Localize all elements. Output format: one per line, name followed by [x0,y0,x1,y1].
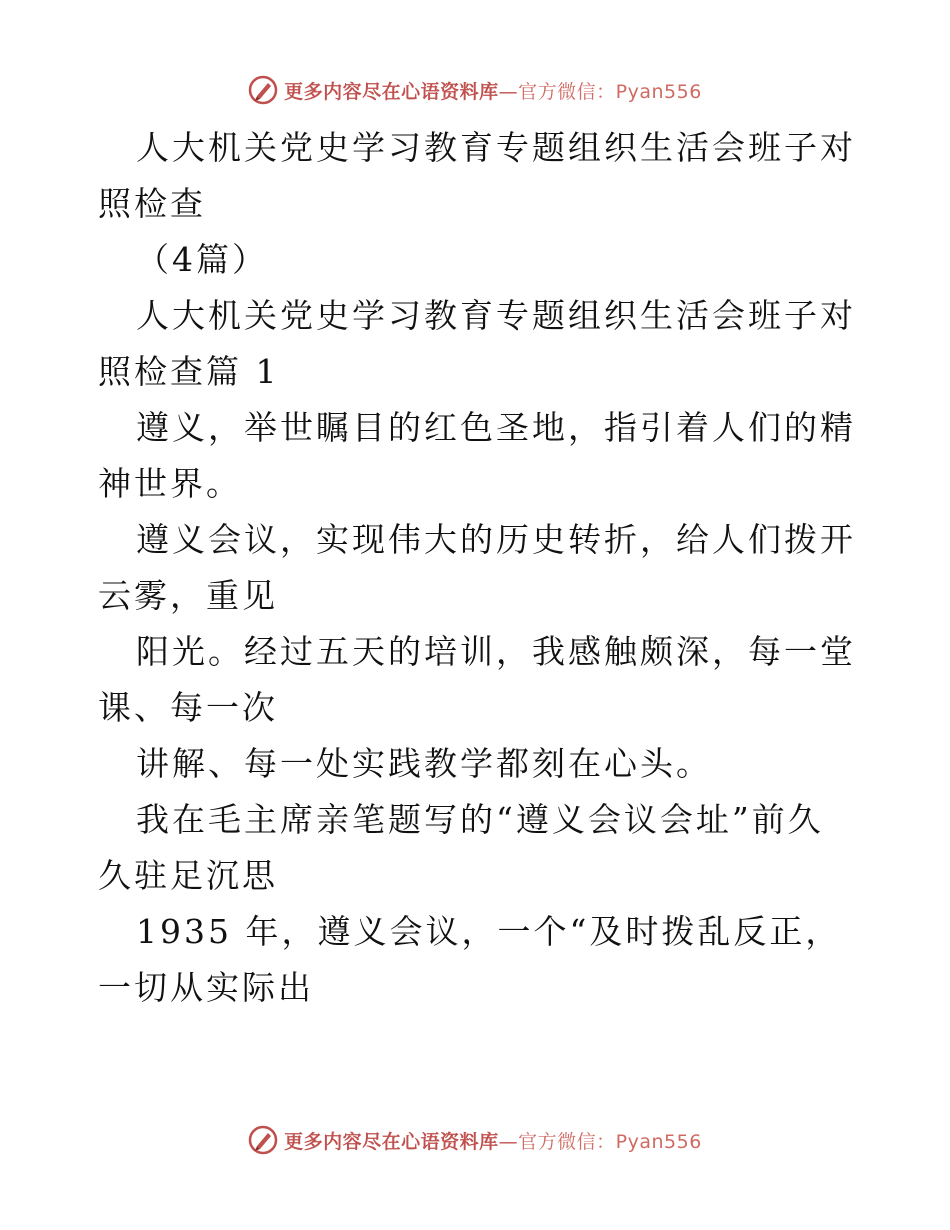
footer-banner-text [284,1127,702,1154]
footer-banner-separator: — [498,1130,519,1153]
header-banner-main: 更多内容尽在心语资料库 [284,80,499,103]
header-banner-separator: — [498,80,519,103]
pen-logo-icon [248,1125,278,1155]
footer-banner-wechat: 官方微信：Pyan556 [518,1130,702,1153]
body-paragraph: 遵义会议，实现伟大的历史转折，给人们拨开云雾，重见 [98,520,856,615]
document-subtitle: （4篇） [136,240,268,279]
header-banner-wechat: 官方微信：Pyan556 [518,80,702,103]
header-banner-text [284,77,702,104]
body-paragraph: 遵义，举世瞩目的红色圣地，指引着人们的精神世界。 [98,408,856,503]
footer-banner [0,1120,950,1160]
pen-logo-icon [248,75,278,105]
document-body [98,120,858,1016]
body-paragraph: 讲解、每一处实践教学都刻在心头。 [136,744,712,783]
document-title: 人大机关党史学习教育专题组织生活会班子对照检查 [98,128,856,223]
body-paragraph: 1935 年，遵义会议，一个“及时拨乱反正，一切从实际出 [98,912,842,1007]
section-heading: 人大机关党史学习教育专题组织生活会班子对照检查篇 1 [98,296,856,391]
footer-banner-main: 更多内容尽在心语资料库 [284,1130,499,1153]
body-paragraph: 我在毛主席亲笔题写的“遵义会议会址”前久久驻足沉思 [98,800,824,895]
body-paragraph: 阳光。经过五天的培训，我感触颇深，每一堂课、每一次 [98,632,856,727]
header-banner [0,70,950,110]
